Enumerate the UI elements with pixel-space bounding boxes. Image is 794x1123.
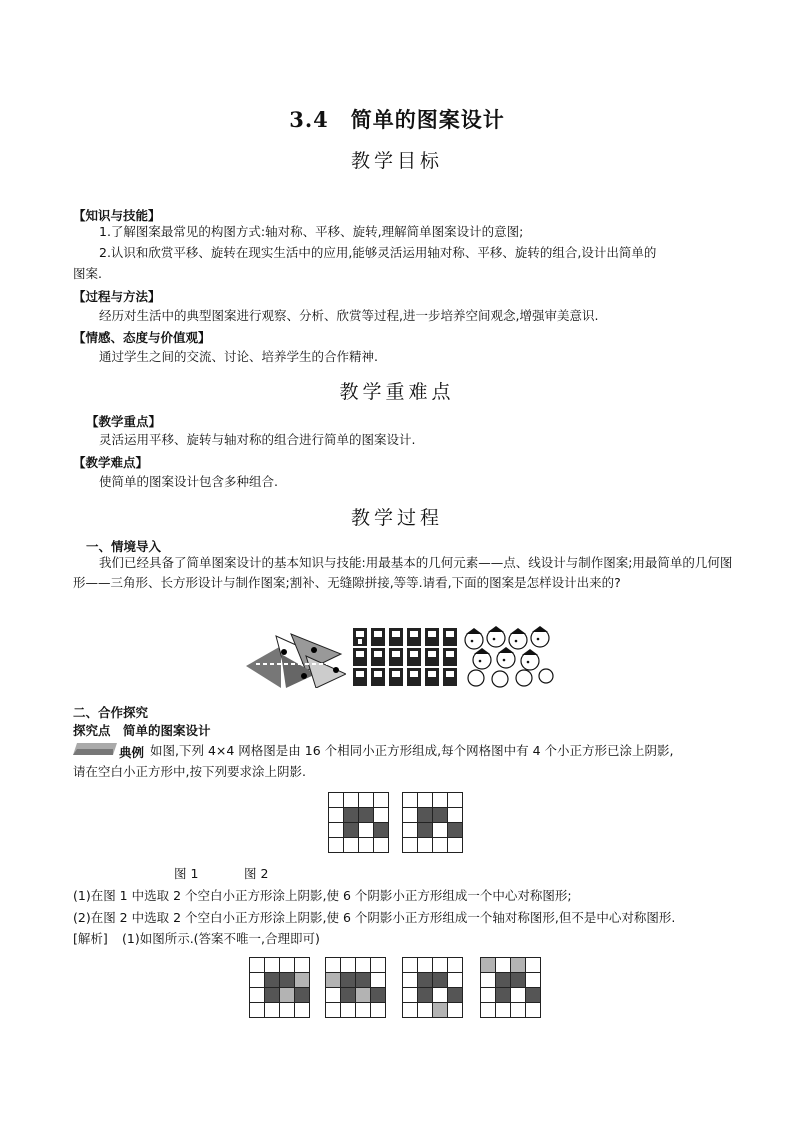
- grid-cell: [344, 823, 359, 838]
- process-heading: 教学过程: [350, 507, 443, 529]
- grid-cell: [403, 793, 418, 808]
- grid-cell: [433, 823, 448, 838]
- robot-pattern-image: [351, 626, 459, 688]
- grid-cell: [496, 958, 511, 973]
- grid-cell: [418, 793, 433, 808]
- intro-paragraph: 我们已经具备了简单图案设计的基本知识与技能:用最基本的几何元素——点、线设计与制作图案;用最简单的几何图形——三角形、长方形设计与制作图案;割补、无缝隙拼接,等等.请看,下面的图案是怎样设计出来的?: [73, 555, 733, 590]
- grid-cell: [295, 988, 310, 1003]
- explore-heading: 二、合作探究: [73, 705, 149, 720]
- grid-cell: [433, 793, 448, 808]
- grid-cell: [341, 958, 356, 973]
- grid-cell: [496, 988, 511, 1003]
- grid-cell: [433, 988, 448, 1003]
- grid-cell: [481, 1003, 496, 1018]
- figure-2-label: 图 2: [244, 866, 269, 881]
- example-label: 典例: [119, 745, 145, 760]
- grid-cell: [280, 973, 295, 988]
- knowledge-item-1: 1.了解图案最常见的构图方式:轴对称、平移、旋转,理解简单图案设计的意图;: [99, 224, 524, 239]
- figure-2-grid: [402, 792, 463, 853]
- figure-1-label: 图 1: [174, 866, 199, 881]
- grid-cell: [371, 958, 386, 973]
- example-text-line-2: 请在空白小正方形中,按下列要求涂上阴影.: [73, 764, 306, 779]
- knowledge-heading: 【知识与技能】: [73, 208, 161, 223]
- grid-cell: [371, 1003, 386, 1018]
- grid-cell: [295, 973, 310, 988]
- grid-cell: [448, 793, 463, 808]
- difficulty-heading: 【教学难点】: [73, 455, 149, 470]
- grid-cell: [448, 988, 463, 1003]
- grid-cell: [344, 838, 359, 853]
- grid-cell: [356, 1003, 371, 1018]
- grid-cell: [418, 973, 433, 988]
- emotion-heading: 【情感、态度与价值观】: [73, 330, 211, 345]
- grid-cell: [526, 958, 541, 973]
- grid-cell: [344, 793, 359, 808]
- grid-cell: [329, 823, 344, 838]
- difficulty-item: 使简单的图案设计包含多种组合.: [99, 474, 278, 489]
- page-title: 3.4 简单的图案设计: [289, 107, 505, 132]
- grid-cell: [374, 823, 389, 838]
- grid-cell: [265, 988, 280, 1003]
- analysis-label: [解析]: [73, 931, 108, 946]
- grid-cell: [433, 808, 448, 823]
- grid-cell: [481, 958, 496, 973]
- grid-cell: [481, 988, 496, 1003]
- grid-cell: [265, 1003, 280, 1018]
- grid-cell: [511, 973, 526, 988]
- grid-cell: [356, 973, 371, 988]
- objectives-heading: 教学目标: [350, 150, 443, 172]
- knowledge-item-2-cont: 图案.: [73, 266, 102, 281]
- grid-cell: [496, 1003, 511, 1018]
- grid-cell: [326, 973, 341, 988]
- key-heading: 【教学重点】: [86, 414, 162, 429]
- example-tag-icon: [73, 741, 117, 757]
- grid-cell: [329, 808, 344, 823]
- answer-grid-1: [249, 957, 310, 1018]
- grid-cell: [356, 988, 371, 1003]
- grid-cell: [433, 1003, 448, 1018]
- example-text-line-1: 如图,下列 4×4 网格图是由 16 个相同小正方形组成,每个网格图中有 4 个小正方形已涂上阴影,: [150, 743, 674, 758]
- grid-cell: [280, 958, 295, 973]
- grid-cell: [359, 793, 374, 808]
- face-pattern-image: [462, 626, 554, 688]
- answer-grid-2: [325, 957, 386, 1018]
- grid-cell: [418, 988, 433, 1003]
- grid-cell: [418, 823, 433, 838]
- grid-cell: [265, 973, 280, 988]
- grid-cell: [418, 958, 433, 973]
- grid-cell: [418, 1003, 433, 1018]
- grid-cell: [371, 973, 386, 988]
- grid-cell: [511, 1003, 526, 1018]
- grid-cell: [341, 973, 356, 988]
- grid-cell: [403, 958, 418, 973]
- grid-cell: [250, 1003, 265, 1018]
- grid-cell: [403, 988, 418, 1003]
- grid-cell: [448, 823, 463, 838]
- grid-cell: [511, 958, 526, 973]
- question-1: (1)在图 1 中选取 2 个空白小正方形涂上阴影,使 6 个阴影小正方形组成一个中心对称图形;: [73, 888, 572, 903]
- question-2: (2)在图 2 中选取 2 个空白小正方形涂上阴影,使 6 个阴影小正方形组成一个轴对称图形,但不是中心对称图形.: [73, 910, 676, 925]
- grid-cell: [448, 973, 463, 988]
- figure-1-grid: [328, 792, 389, 853]
- knowledge-item-2: 2.认识和欣赏平移、旋转在现实生活中的应用,能够灵活运用轴对称、平移、旋转的组合,设计出简单的: [99, 245, 657, 260]
- process-method-heading: 【过程与方法】: [73, 289, 161, 304]
- keypoints-heading: 教学重难点: [339, 381, 455, 403]
- grid-cell: [295, 1003, 310, 1018]
- grid-cell: [448, 958, 463, 973]
- grid-cell: [526, 973, 541, 988]
- explore-point-label: 探究点 简单的图案设计: [73, 723, 211, 738]
- grid-cell: [359, 838, 374, 853]
- grid-cell: [250, 973, 265, 988]
- grid-cell: [280, 1003, 295, 1018]
- grid-cell: [526, 1003, 541, 1018]
- grid-cell: [418, 838, 433, 853]
- grid-cell: [329, 838, 344, 853]
- emotion-item: 通过学生之间的交流、讨论、培养学生的合作精神.: [99, 349, 378, 364]
- answer-grid-3: [402, 957, 463, 1018]
- grid-cell: [403, 838, 418, 853]
- fish-pattern-image: [246, 626, 346, 688]
- grid-cell: [344, 808, 359, 823]
- grid-cell: [418, 808, 433, 823]
- answer-grid-4: [480, 957, 541, 1018]
- grid-cell: [448, 1003, 463, 1018]
- grid-cell: [280, 988, 295, 1003]
- grid-cell: [295, 958, 310, 973]
- grid-cell: [341, 988, 356, 1003]
- process-method-item: 经历对生活中的典型图案进行观察、分析、欣赏等过程,进一步培养空间观念,增强审美意识.: [99, 308, 599, 323]
- grid-cell: [326, 1003, 341, 1018]
- grid-cell: [329, 793, 344, 808]
- grid-cell: [403, 823, 418, 838]
- grid-cell: [433, 838, 448, 853]
- grid-cell: [374, 808, 389, 823]
- grid-cell: [526, 988, 541, 1003]
- grid-cell: [511, 988, 526, 1003]
- grid-cell: [359, 823, 374, 838]
- intro-heading: 一、情境导入: [86, 539, 162, 554]
- grid-cell: [250, 988, 265, 1003]
- grid-cell: [433, 973, 448, 988]
- key-item: 灵活运用平移、旋转与轴对称的组合进行简单的图案设计.: [99, 432, 416, 447]
- grid-cell: [403, 973, 418, 988]
- grid-cell: [265, 958, 280, 973]
- grid-cell: [403, 1003, 418, 1018]
- grid-cell: [448, 808, 463, 823]
- grid-cell: [433, 958, 448, 973]
- grid-cell: [448, 838, 463, 853]
- grid-cell: [371, 988, 386, 1003]
- grid-cell: [374, 838, 389, 853]
- grid-cell: [250, 958, 265, 973]
- grid-cell: [326, 958, 341, 973]
- grid-cell: [496, 973, 511, 988]
- grid-cell: [359, 808, 374, 823]
- analysis-text: (1)如图所示.(答案不唯一,合理即可): [122, 931, 320, 946]
- grid-cell: [374, 793, 389, 808]
- grid-cell: [356, 958, 371, 973]
- grid-cell: [403, 808, 418, 823]
- grid-cell: [326, 988, 341, 1003]
- grid-cell: [481, 973, 496, 988]
- grid-cell: [341, 1003, 356, 1018]
